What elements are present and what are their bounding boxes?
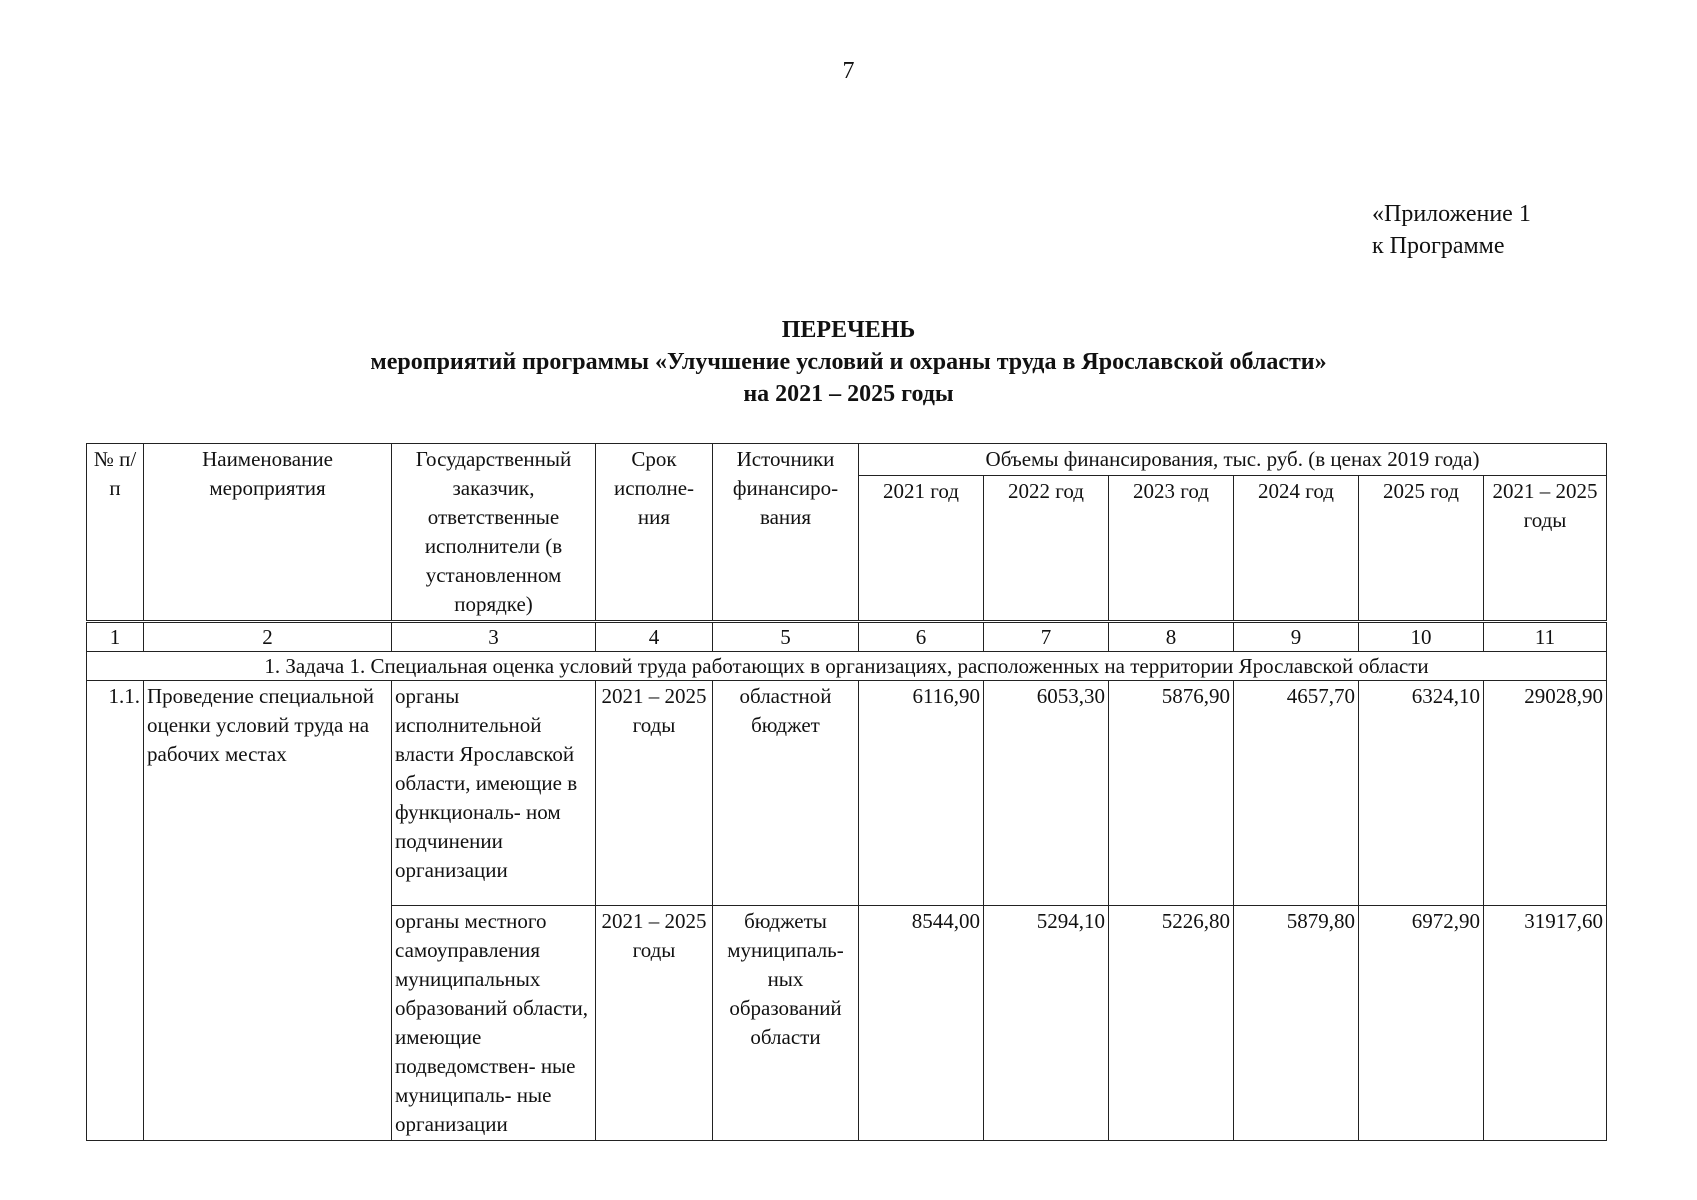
column-number: 11	[1484, 623, 1607, 652]
column-number-row	[87, 623, 1607, 652]
header-customer: Государственный заказчик, ответственные исполнители (в установленном порядке)	[392, 444, 596, 621]
table-row	[87, 681, 1607, 906]
value-cell: 5879,80	[1234, 906, 1359, 1141]
value-cell: 5226,80	[1109, 906, 1234, 1141]
header-year: 2024 год	[1234, 476, 1359, 621]
term-cell: 2021 – 2025 годы	[596, 681, 713, 906]
column-number: 2	[144, 623, 392, 652]
appendix-line-2: к Программе	[1372, 233, 1505, 259]
value-cell: 8544,00	[859, 906, 984, 1141]
header-term: Срок исполне- ния	[596, 444, 713, 621]
header-table	[86, 443, 1607, 621]
header-num: № п/п	[87, 444, 144, 621]
title-line-1: ПЕРЕЧЕНЬ	[781, 317, 916, 343]
value-cell-total: 29028,90	[1484, 681, 1607, 906]
title-line-2: мероприятий программы «Улучшение условий и охраны труда в Ярославской области»	[370, 349, 1327, 375]
source-cell: бюджеты муниципаль- ных образований области	[713, 906, 859, 1141]
header-name: Наименование мероприятия	[144, 444, 392, 621]
value-cell: 5294,10	[984, 906, 1109, 1141]
value-cell: 6053,30	[984, 681, 1109, 906]
header-year: 2022 год	[984, 476, 1109, 621]
appendix-line-1: «Приложение 1	[1372, 201, 1531, 227]
header-year: 2025 год	[1359, 476, 1484, 621]
document-title	[0, 314, 1697, 410]
item-name: Проведение специальной оценки условий труда на рабочих местах	[144, 681, 392, 1141]
column-number: 9	[1234, 623, 1359, 652]
value-cell: 5876,90	[1109, 681, 1234, 906]
term-cell: 2021 – 2025 годы	[596, 906, 713, 1141]
column-number: 6	[859, 623, 984, 652]
header-year: 2021 год	[859, 476, 984, 621]
column-number: 10	[1359, 623, 1484, 652]
header-year-total: 2021 – 2025 годы	[1484, 476, 1607, 621]
header-sources: Источники финансиро- вания	[713, 444, 859, 621]
column-number: 5	[713, 623, 859, 652]
appendix-note	[1372, 198, 1531, 262]
customer-cell: органы исполнительной власти Ярославской области, имеющие в функциональ- ном подчинении организации	[392, 681, 596, 906]
header-year: 2023 год	[1109, 476, 1234, 621]
header-funding: Объемы финансирования, тыс. руб. (в ценах 2019 года)	[859, 444, 1607, 476]
column-number: 4	[596, 623, 713, 652]
page-number: 7	[842, 58, 855, 84]
value-cell: 4657,70	[1234, 681, 1359, 906]
column-number: 8	[1109, 623, 1234, 652]
column-number: 3	[392, 623, 596, 652]
value-cell: 6116,90	[859, 681, 984, 906]
item-number: 1.1.	[87, 681, 144, 1141]
task-row	[87, 652, 1607, 681]
title-line-3: на 2021 – 2025 годы	[743, 381, 954, 407]
customer-cell: органы местного самоуправления муниципальных образований области, имеющие подведомствен- ные муниципаль- ные организации	[392, 906, 596, 1141]
column-number: 7	[984, 623, 1109, 652]
value-cell-total: 31917,60	[1484, 906, 1607, 1141]
column-number: 1	[87, 623, 144, 652]
task-title: 1. Задача 1. Специальная оценка условий труда работающих в организациях, расположенных на территории Ярославской области	[87, 652, 1607, 681]
source-cell: областной бюджет	[713, 681, 859, 906]
data-table	[86, 622, 1607, 1141]
value-cell: 6324,10	[1359, 681, 1484, 906]
value-cell: 6972,90	[1359, 906, 1484, 1141]
